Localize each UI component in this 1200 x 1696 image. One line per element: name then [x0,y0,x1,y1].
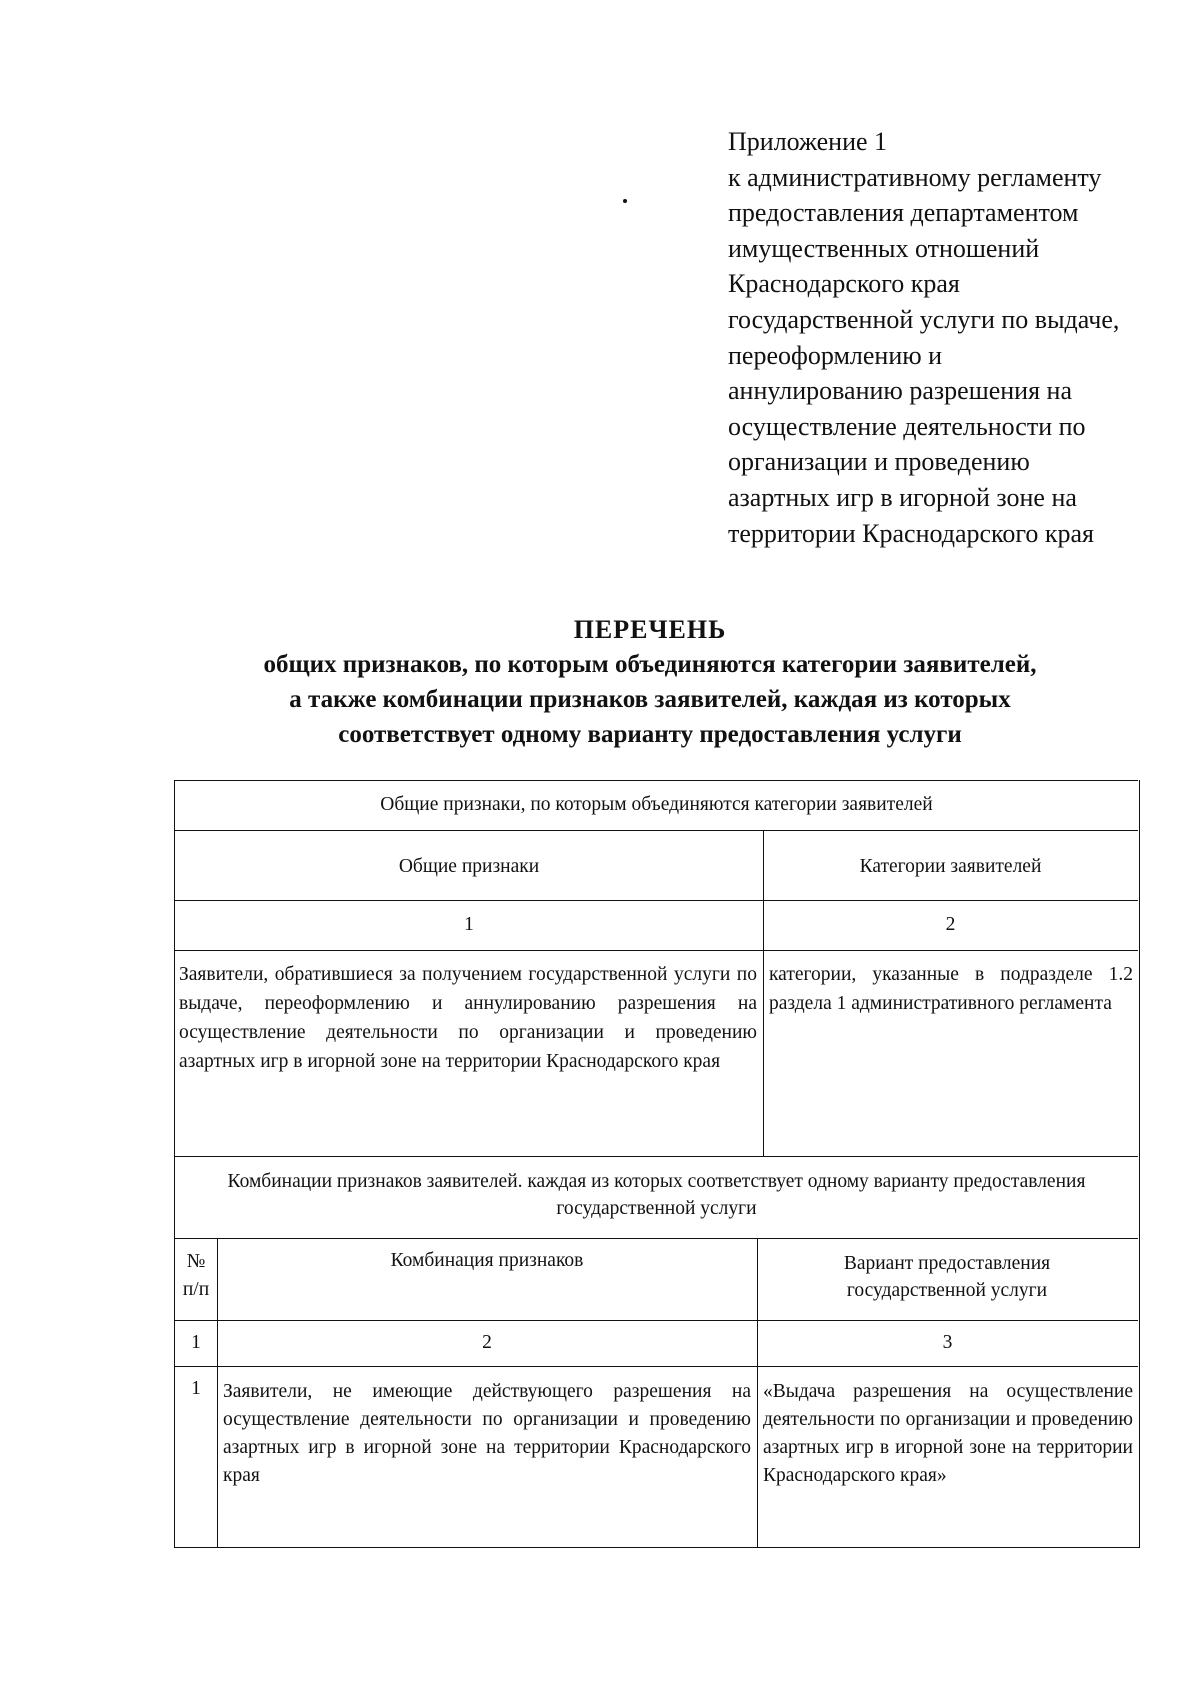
document-title [150,612,1150,752]
table2-header-number: № п/п [182,1251,210,1300]
table2-header-variant: Вариант предоставления государственной услуги [843,1253,1051,1301]
column-divider [763,830,764,1156]
appendix-line: к административному регламенту [728,162,1102,192]
table1-number: 1 [464,914,474,935]
table2-combination-cell: Заявители, не имеющие действующего разрешения на осуществление деятельности по организации и проведению азартных игр в игорной зоне на территории Краснодарского края [223,1381,751,1486]
table2-number: 1 [191,1332,201,1353]
appendix-line: Краснодарского края [728,269,960,299]
scan-speck [623,199,627,203]
table2-row-number: 1 [191,1378,201,1399]
table2-header-combination: Комбинация признаков [390,1250,584,1271]
table-border [175,1156,1138,1157]
table-border [175,830,1138,831]
appendix-line: территории Краснодарского края [728,518,1095,548]
table-border [175,780,1138,781]
table-border [175,1320,1138,1321]
table-border [175,1366,1138,1367]
column-divider [217,1238,218,1548]
table2-number: 2 [482,1332,492,1353]
table-border [175,900,1138,901]
appendix-line: государственной услуги по выдаче, [728,304,1120,334]
appendix-line: осуществление деятельности по [728,411,1086,441]
table1-header-categories: Категории заявителей [859,856,1042,877]
table1-categories-cell: категории, указанные в подразделе 1.2 раздела 1 административного регламента [769,964,1133,1014]
table2-caption: Комбинации признаков заявителей. каждая из которых соответствует одному варианту предоставления государственной услуги [227,1171,1086,1219]
table2-variant-cell: «Выдача разрешения на осуществление деятельности по организации и проведению азартных игр в игорной зоне на территории Краснодарского края» [763,1381,1133,1486]
table1-caption: Общие признаки, по которым объединяются категории заявителей [380,794,933,815]
column-divider [757,1238,758,1548]
appendix-line: имущественных отношений [728,233,1040,263]
table-border [175,950,1138,951]
general-features-table [174,780,1140,1156]
appendix-line: аннулированию разрешения на [728,376,1072,406]
title-line: общих признаков, по которым объединяются категории заявителей, [263,651,1037,678]
appendix-line: азартных игр в игорной зоне на [728,482,1077,512]
combinations-table [174,1156,1140,1548]
appendix-line: переоформлению и [728,340,943,370]
table2-number: 3 [942,1332,953,1353]
table1-header-features: Общие признаки [398,856,540,877]
appendix-line: организации и проведению [728,447,1030,477]
title-line: соответствует одному варианту предоставления услуги [338,721,962,748]
appendix-block [728,124,1188,551]
title-heading: ПЕРЕЧЕНЬ [573,615,727,644]
table1-features-cell: Заявители, обратившиеся за получением государственной услуги по выдаче, переоформлению и аннулированию разрешения на осуществление деятельности по организации и проведению азартных игр в игорной зоне на территории Краснодарского края [179,964,757,1072]
appendix-line: предоставления департаментом [728,198,1079,228]
table1-number: 2 [945,914,956,935]
table-border [175,1238,1138,1239]
appendix-line: Приложение 1 [728,127,888,156]
title-line: а также комбинации признаков заявителей, каждая из которых [289,686,1011,713]
